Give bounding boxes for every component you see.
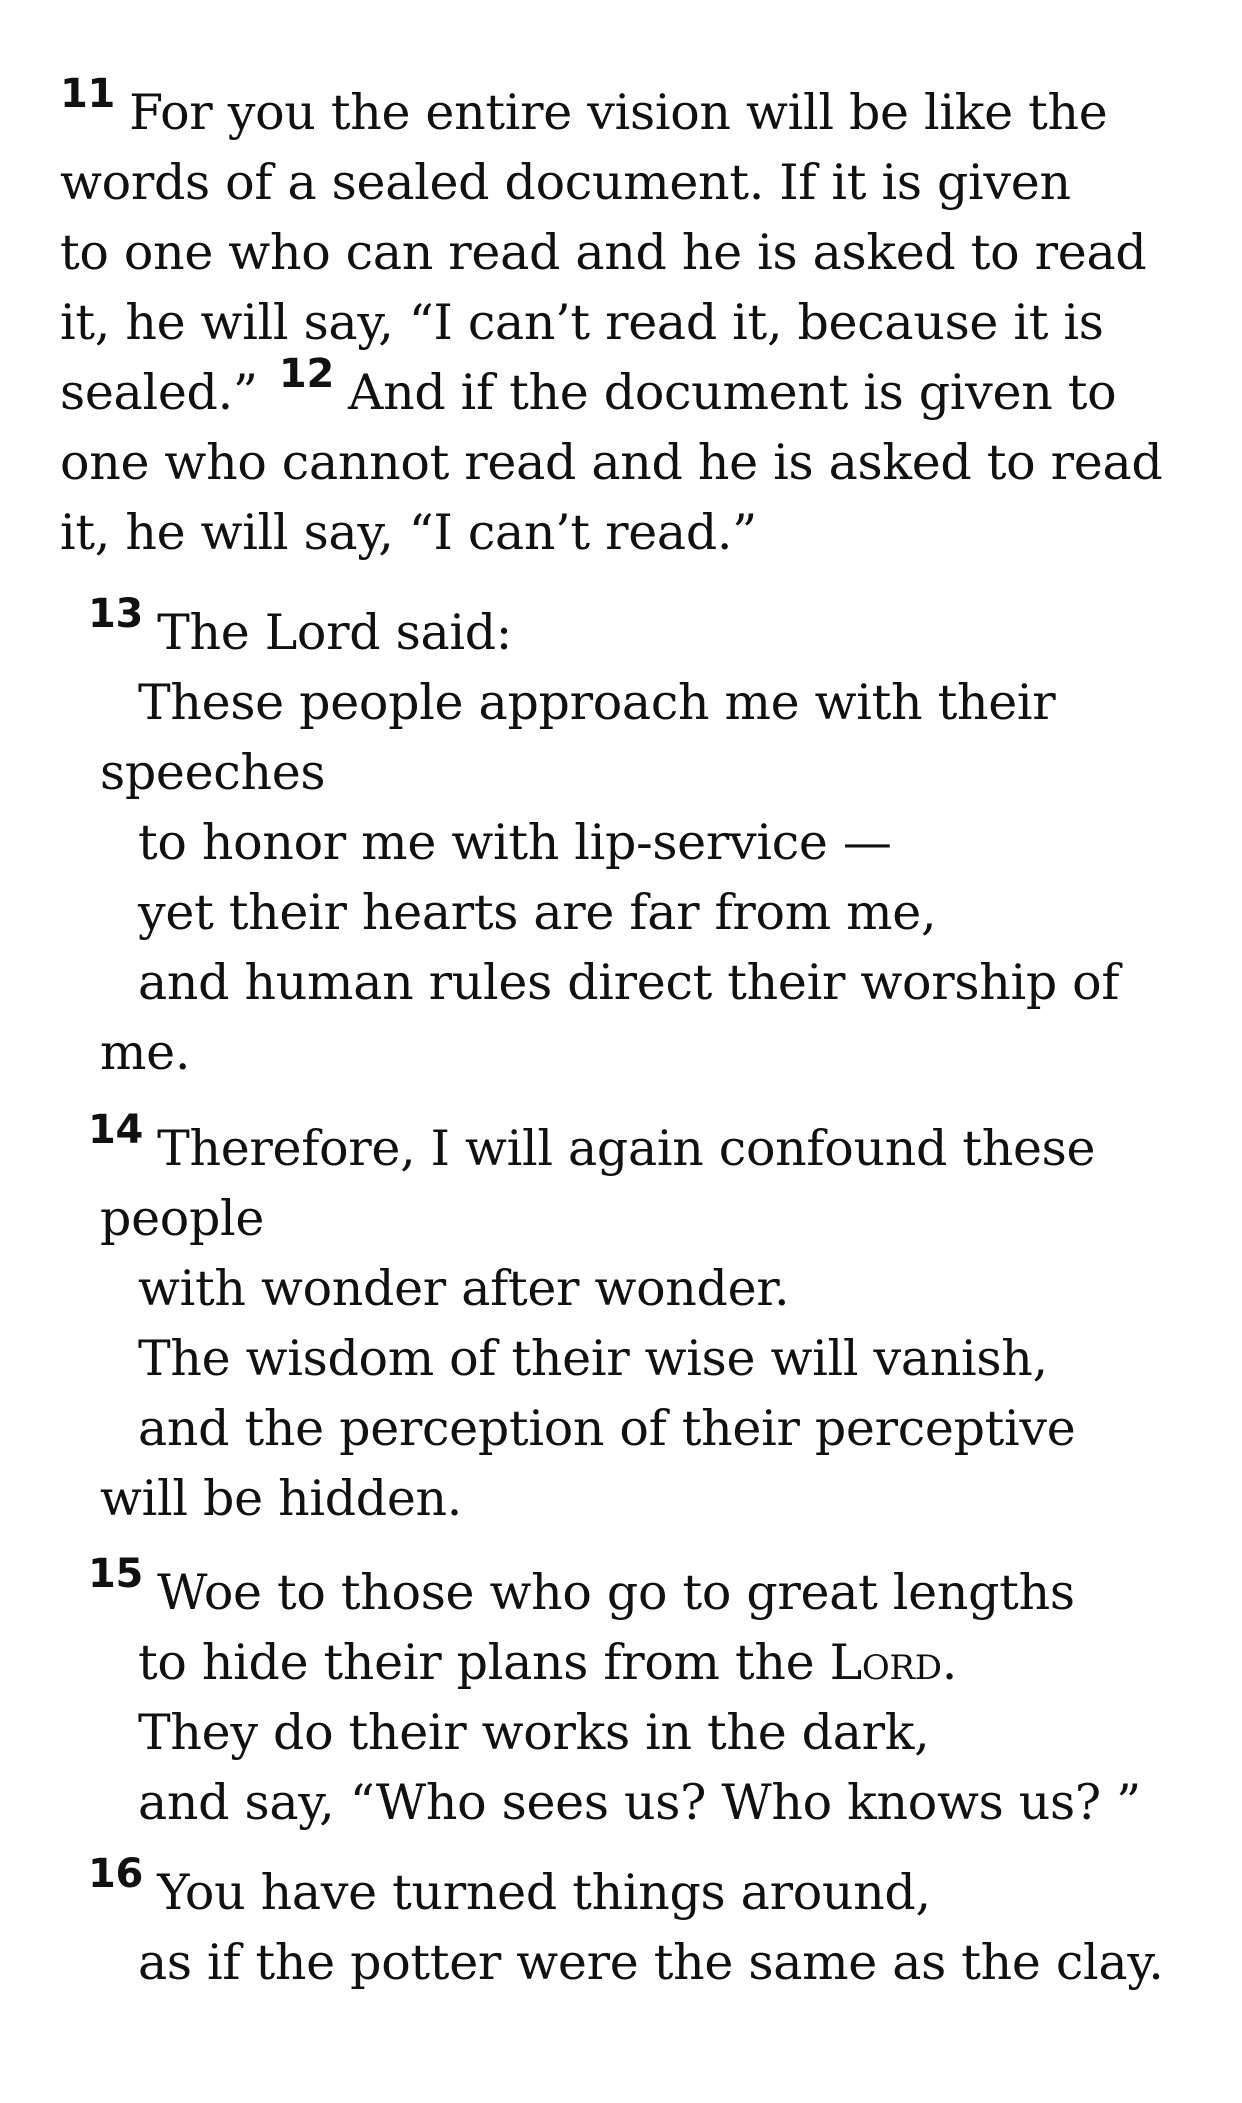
verse-text: You have turned things around, bbox=[157, 1864, 931, 1921]
verse-text: Woe to those who go to great lengths bbox=[157, 1564, 1075, 1621]
verse-13-line-4: and human rules direct their worship of bbox=[138, 954, 1120, 1011]
verse-13-intro bbox=[88, 591, 513, 671]
verse-number-13: 13 bbox=[88, 591, 144, 637]
verse-text: sealed.” bbox=[60, 364, 258, 421]
verse-15-line-4: and say, “Who sees us? Who knows us? ” bbox=[138, 1774, 1141, 1831]
verse-number-12: 12 bbox=[278, 351, 334, 397]
verse-number-14: 14 bbox=[88, 1107, 144, 1153]
verse-15-line-2 bbox=[138, 1628, 957, 1698]
verse-text: to hide their plans from the bbox=[138, 1634, 830, 1691]
verse-text: The Lord said: bbox=[157, 604, 513, 661]
verse-11-line-3: to one who can read and he is asked to read bbox=[60, 224, 1147, 281]
verse-14-line-4: and the perception of their perceptive bbox=[138, 1400, 1076, 1457]
verse-number-16: 16 bbox=[88, 1851, 144, 1897]
verse-16-line-1 bbox=[88, 1851, 931, 1931]
verse-12-line-2: one who cannot read and he is asked to read bbox=[60, 434, 1163, 491]
verse-13-line-2: to honor me with lip-service — bbox=[138, 814, 892, 871]
verse-number-15: 15 bbox=[88, 1551, 144, 1597]
verse-15-line-3: They do their works in the dark, bbox=[138, 1704, 930, 1761]
verse-15-line-1 bbox=[88, 1551, 1075, 1631]
verse-13-line-1: These people approach me with their bbox=[138, 674, 1056, 731]
verse-14-line-3: The wisdom of their wise will vanish, bbox=[138, 1330, 1048, 1387]
verse-number-11: 11 bbox=[60, 71, 116, 117]
verse-12-line-3: it, he will say, “I can’t read.” bbox=[60, 504, 757, 561]
verse-13-line-3: yet their hearts are far from me, bbox=[138, 884, 937, 941]
verse-14-line-1-cont: people bbox=[100, 1190, 265, 1247]
verse-14-line-4-cont: will be hidden. bbox=[100, 1470, 463, 1527]
verse-11-12-line bbox=[60, 351, 1117, 431]
verse-11-line-4: it, he will say, “I can’t read it, because it is bbox=[60, 294, 1104, 351]
verse-13-line-4-cont: me. bbox=[100, 1024, 191, 1081]
verse-13-line-1-cont: speeches bbox=[100, 744, 326, 801]
verse-text: And if the document is given to bbox=[347, 364, 1117, 421]
verse-16-line-2: as if the potter were the same as the clay. bbox=[138, 1934, 1164, 1991]
verse-text: For you the entire vision will be like the bbox=[129, 84, 1108, 141]
verse-14-line-1 bbox=[88, 1107, 1096, 1187]
verse-14-line-2: with wonder after wonder. bbox=[138, 1260, 790, 1317]
verse-text: . bbox=[941, 1634, 957, 1691]
verse-11-line-2: words of a sealed document. If it is given bbox=[60, 154, 1071, 211]
verse-text: Therefore, I will again confound these bbox=[157, 1120, 1096, 1177]
divine-name-lord: Lord bbox=[829, 1634, 942, 1691]
verse-11-line-1 bbox=[60, 71, 1108, 151]
